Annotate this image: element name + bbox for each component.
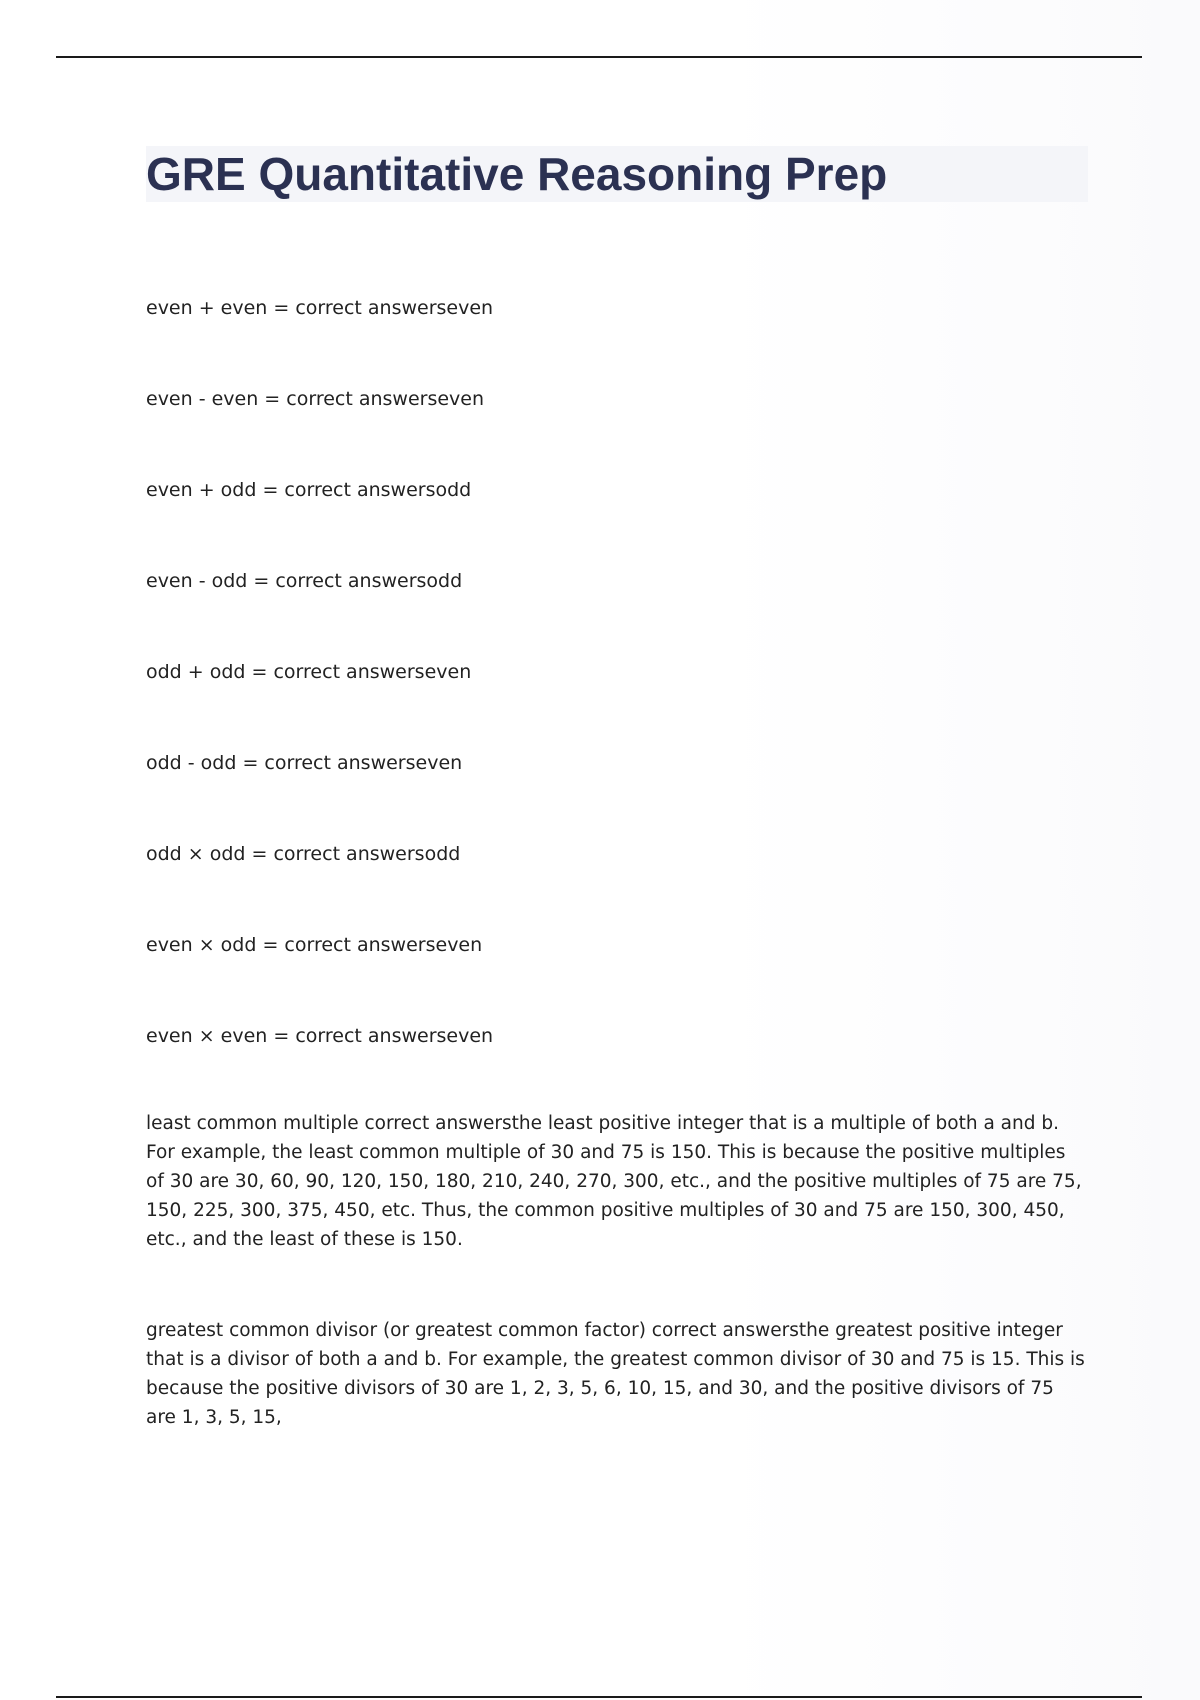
definition-gcd: greatest common divisor (or greatest common factor) correct answersthe greatest positive integer that is a divisor of both a and b. For example, the greatest common divisor of 30 and 75 is 15. This is because the positive divisors of 30 are 1, 2, 3, 5, 6, 10, 15, and 30, and the positive divisors of 75 are 1, 3, 5, 15,	[146, 1320, 1085, 1428]
flashcard-item: even × odd = correct answerseven	[146, 934, 483, 956]
flashcard-item: even + even = correct answerseven	[146, 297, 494, 319]
footer-rule	[56, 1696, 1142, 1698]
flashcard-item: even - even = correct answerseven	[146, 388, 485, 410]
flashcard-item: even + odd = correct answersodd	[146, 479, 472, 501]
flashcard-item: even - odd = correct answersodd	[146, 570, 463, 592]
flashcard-item: odd × odd = correct answersodd	[146, 843, 461, 865]
document-content	[146, 146, 1088, 1428]
flashcard-list	[146, 294, 1088, 1113]
header-rule	[56, 56, 1142, 58]
flashcard-item: odd + odd = correct answerseven	[146, 661, 472, 683]
title-band	[146, 146, 1088, 202]
page-title: GRE Quantitative Reasoning Prep	[146, 148, 888, 200]
definition-lcm: least common multiple correct answersthe least positive integer that is a multiple of both a and b. For example, the least common multiple of 30 and 75 is 150. This is because the positive multiples of 30 are 30, 60, 90, 120, 150, 180, 210, 240, 270, 300, etc., and the positive multiples of 75 are 75, 150, 225, 300, 375, 450, etc. Thus, the common positive multiples of 30 and 75 are 150, 300, 450, etc., and the least of these is 150.	[146, 1113, 1082, 1250]
flashcard-item: odd - odd = correct answerseven	[146, 752, 463, 774]
flashcard-item: even × even = correct answerseven	[146, 1025, 494, 1047]
definition-list	[146, 1109, 1088, 1494]
